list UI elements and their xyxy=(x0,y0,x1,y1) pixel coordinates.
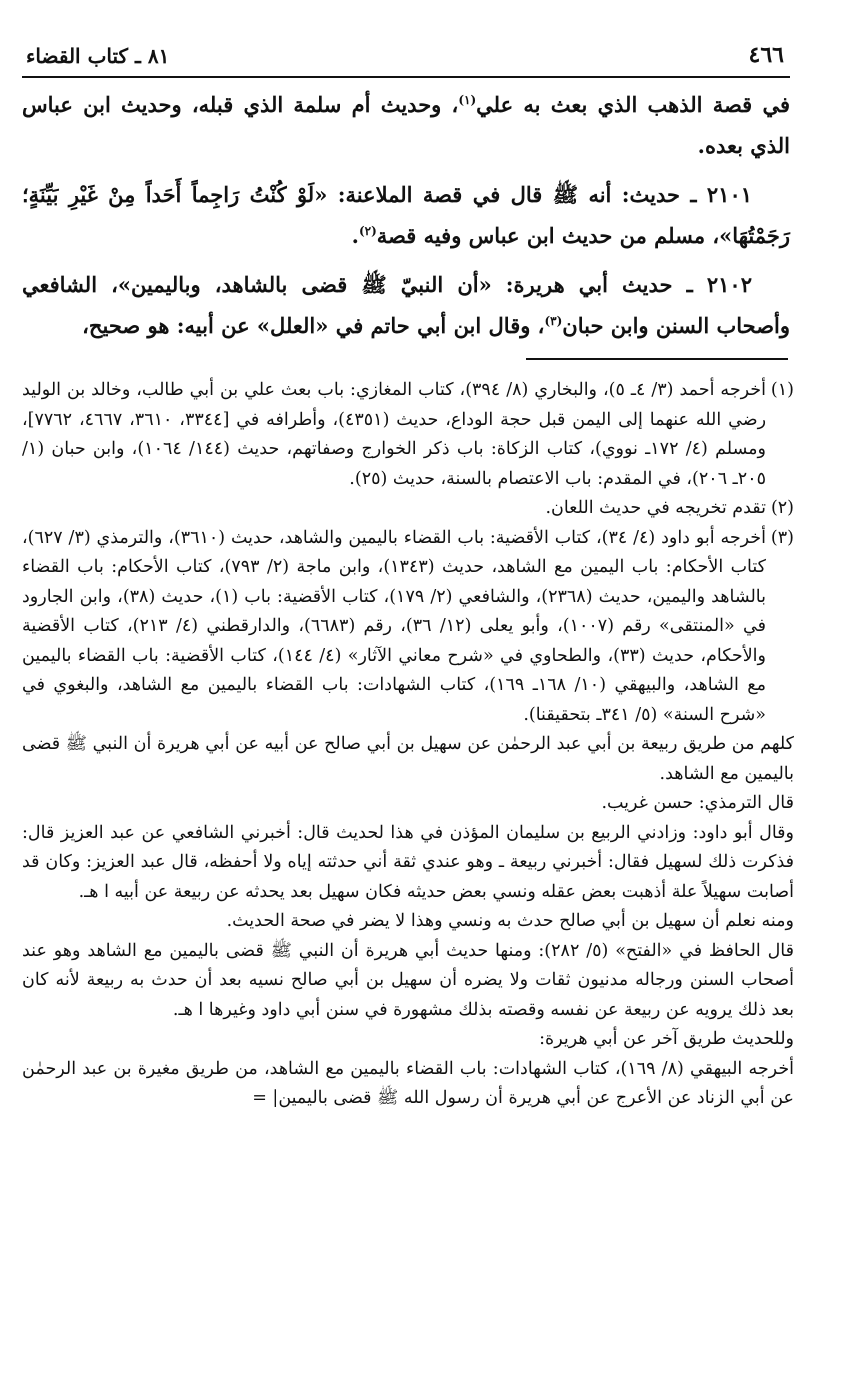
footnote-separator xyxy=(526,358,788,360)
footnote-3: (٣)أخرجه أبو داود (٤/ ٣٤)، كتاب الأقضية: باب القضاء باليمين والشاهد، حديث (٣٦١٠)، والترمذي (٣/ ٦٢٧)، كتاب الأحكام: باب اليمين مع الشاهد، حديث (١٣٤٣)، وابن ماجة (٢/ ٧٩٣)، كتاب الأحكام: باب القضاء بالشاهد واليمين، حديث (٢٣٦٨)، والشافعي (٢/ ١٧٩)، كتاب الأقضية: باب (١)، حديث (٣٨)، وابن الجارود في «المنتقى» رقم (١٠٠٧)، وأبو يعلى (١٢/ ٣٦)، رقم (٦٦٨٣)، والدارقطني (٤/ ٢١٣)، كتاب الأقضية والأحكام، حديث (٣٣)، والطحاوي في «شرح معاني الآثار» (٤/ ١٤٤)، كتاب الأقضية: باب القضاء باليمين مع الشاهد، والبيهقي (١٠/ ١٦٨ـ ١٦٩)، كتاب الشهادات: باب القضاء باليمين مع الشاهد، والبغوي في «شرح السنة» (٥/ ٣٤١ـ بتحقيقنا). xyxy=(22,524,794,731)
hadith-2101: ٢١٠١ ـ حديث: أنه ﷺ قال في قصة الملاعنة: «لَوْ كُنْتُ رَاجِماً أَحَداً مِنْ غَيْرِ بَيِّنَةٍ؛ رَجَمْتُهَا»، مسلم من حديث ابن عباس وفيه قصة$^{(٢)}$. xyxy=(22,182,790,248)
hadith-number: ٢١٠٢ ـ xyxy=(686,272,752,297)
footnote-number: (١) xyxy=(770,380,794,400)
footnote-ref: (٣) xyxy=(544,314,563,328)
hadith-2102: ٢١٠٢ ـ حديث أبي هريرة: «أن النبيّ ﷺ قضى بالشاهد، وباليمين»، الشافعي وأصحاب السنن وابن حبان$^{(٣)}$، وقال ابن أبي حاتم في «العلل» عن أبيه: هو صحيح، xyxy=(22,272,790,338)
main-text xyxy=(22,84,790,354)
page-header xyxy=(22,42,790,78)
footnote-paragraph: وقال أبو داود: وزادني الربيع بن سليمان المؤذن في هذا لحديث قال: أخبرني الشافعي عن عبد العزيز قال: فذكرت ذلك لسهيل فقال: أخبرني ربيعة ـ وهو عندي ثقة أني حدثته إياه ولا أحفظه، قال عبد العزيز: وكان قد أصابت سهيلاً علة أذهبت بعض عقله ونسي بعض حديثه فكان سهيل بعد يحدثه عن ربيعة عن أبيه ا هـ. xyxy=(22,822,794,902)
footnote-number: (٢) xyxy=(770,498,794,518)
footnote-2: (٢)تقدم تخريجه في حديث اللعان. xyxy=(22,494,794,524)
footnote-paragraph: وللحديث طريق آخر عن أبي هريرة: xyxy=(539,1029,794,1049)
footnote-paragraph: كلهم من طريق ربيعة بن أبي عبد الرحمٰن عن سهيل بن أبي صالح عن أبيه عن أبي هريرة أن النبي ﷺ قضى باليمين مع الشاهد. xyxy=(22,734,794,784)
footnote-paragraph: أخرجه البيهقي (٨/ ١٦٩)، كتاب الشهادات: باب القضاء باليمين مع الشاهد، من طريق مغيرة بن عبد الرحمٰن عن أبي الزناد عن الأعرج عن أبي هريرة أن رسول الله ﷺ قضى باليمين| = xyxy=(22,1058,794,1108)
footnote-1: (١)أخرجه أحمد (٣/ ٤ـ ٥)، والبخاري (٨/ ٣٩٤)، كتاب المغازي: باب بعث علي بن أبي طالب، وخالد بن الوليد رضي الله عنهما إلى اليمن قبل حجة الوداع، حديث (٤٣٥١)، وأطرافه في [٣٣٤٤، ٣٦١٠، ٤٦٦٧، ٧٧٦٢]، ومسلم (٤/ ١٧٢ـ نووي)، كتاب الزكاة: باب ذكر الخوارج وصفاتهم، حديث (١٤٤/ ١٠٦٤)، وابن حبان (١/ ٢٠٥ـ ٢٠٦)، في المقدم: باب الاعتصام بالسنة، حديث (٢٥). xyxy=(22,376,794,494)
page-number: ٤٦٦ xyxy=(748,42,784,68)
footnote-paragraph: قال الترمذي: حسن غريب. xyxy=(601,793,794,813)
footnote-ref: (١) xyxy=(458,93,477,107)
main-paragraph: في قصة الذهب الذي بعث به علي$^{(١)}$، وحديث أم سلمة الذي قبله، وحديث ابن عباس الذي بعده. xyxy=(22,92,790,158)
footnote-paragraph: قال الحافظ في «الفتح» (٥/ ٢٨٢): ومنها حديث أبي هريرة أن النبي ﷺ قضى باليمين مع الشاهد وهو عند أصحاب السنن ورجاله مدنيون ثقات ولا يضره أن سهيل بن أبي صالح نسيه بعد أن حدث به ربيعة لأنه كان بعد ذلك يرويه عن ربيعة عن نفسه وقصته بذلك مشهورة في سنن أبي داود وغيرها ا هـ. xyxy=(22,940,794,1020)
footnote-paragraph: ومنه نعلم أن سهيل بن أبي صالح حدث به ونسي وهذا لا يضر في صحة الحديث. xyxy=(226,911,794,931)
footnote-ref: (٢) xyxy=(358,224,377,238)
footnotes xyxy=(22,376,794,1114)
footnote-number: (٣) xyxy=(770,527,794,548)
hadith-number: ٢١٠١ ـ xyxy=(690,182,753,207)
running-title: ٨١ ـ كتاب القضاء xyxy=(26,44,170,68)
